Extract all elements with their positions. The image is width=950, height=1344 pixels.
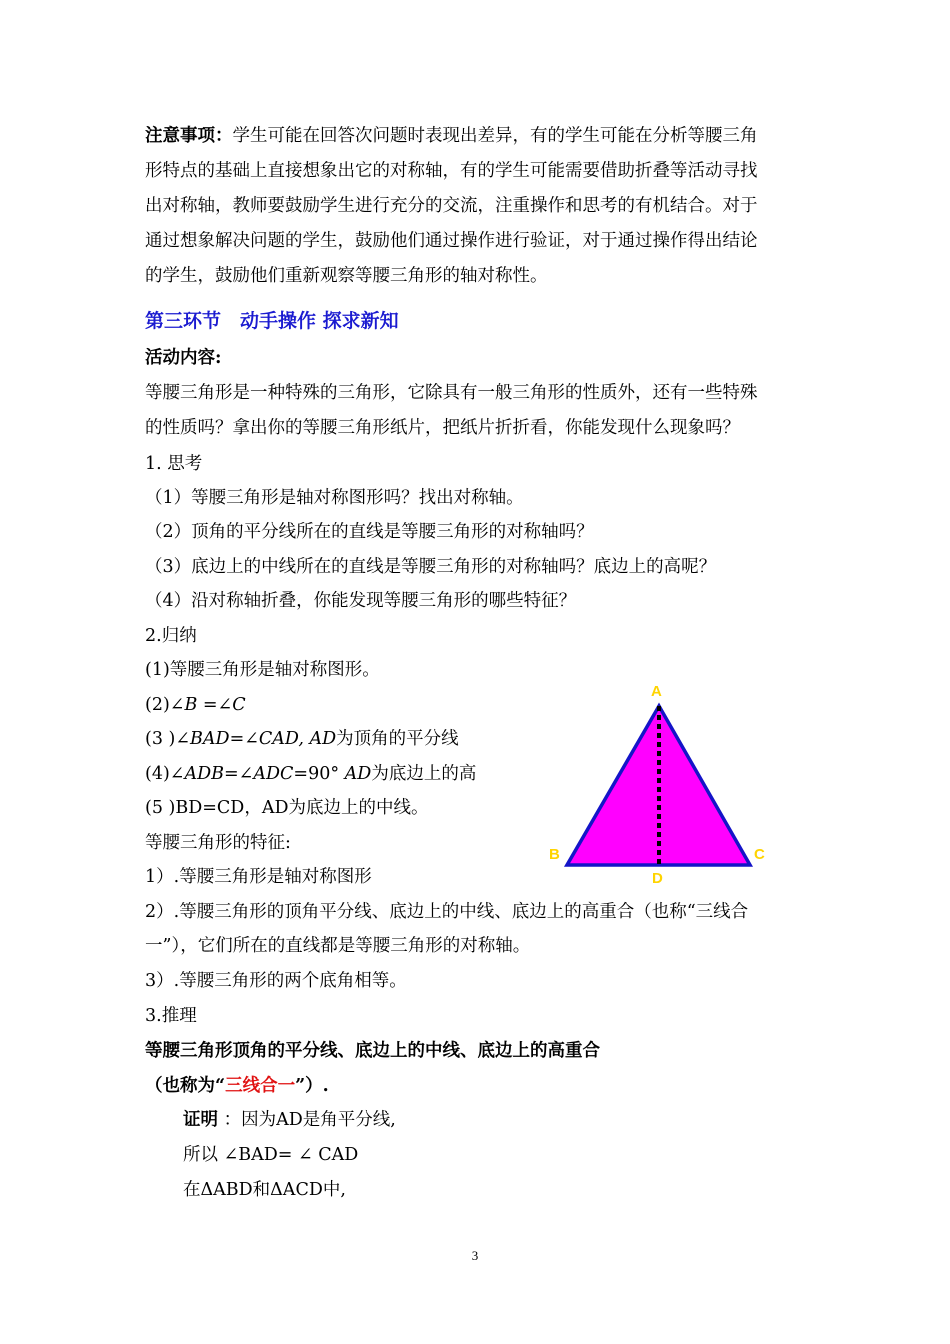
note-line-3: 出对称轴，教师要鼓励学生进行充分的交流，注重操作和思考的有机结合。对于 bbox=[145, 196, 758, 216]
three-lines-highlight: 三线合一 bbox=[225, 1076, 296, 1096]
summary-item-2: (2)∠B =∠C bbox=[145, 695, 246, 715]
note-line-4: 通过想象解决问题的学生，鼓励他们通过操作进行验证，对于通过操作得出结论 bbox=[145, 231, 758, 251]
think-title: 1. 思考 bbox=[145, 454, 203, 474]
feature-item-3: 3）.等腰三角形的两个底角相等。 bbox=[145, 971, 407, 991]
proof-label: 证明 bbox=[183, 1110, 218, 1130]
feature-item-2: 2）.等腰三角形的顶角平分线、底边上的中线、底边上的高重合（也称“三线合 bbox=[145, 902, 749, 922]
think-item-2: （2）顶角的平分线所在的直线是等腰三角形的对称轴吗？ bbox=[145, 522, 594, 542]
proof-line-1: 证明 ：因为AD是角平分线, bbox=[183, 1110, 396, 1130]
summary-item-4: (4)∠ADB=∠ADC=90° AD为底边上的高 bbox=[145, 764, 477, 784]
vertex-label-a: A bbox=[651, 683, 662, 700]
reasoning-parenthetical: （也称为“三线合一”）. bbox=[145, 1076, 329, 1096]
vertex-label-c: C bbox=[754, 846, 765, 863]
vertex-label-b: B bbox=[549, 846, 560, 863]
section-heading: 第三环节 动手操作 探求新知 bbox=[145, 310, 399, 332]
feature-item-2-cont: 一”），它们所在的直线都是等腰三角形的对称轴。 bbox=[145, 936, 531, 956]
summary-item-3: (3 )∠BAD=∠CAD, AD为顶角的平分线 bbox=[145, 729, 459, 749]
reasoning-statement: 等腰三角形顶角的平分线、底边上的中线、底边上的高重合 bbox=[145, 1041, 600, 1061]
proof-line-3: 在ΔABD和ΔACD中, bbox=[183, 1180, 346, 1200]
feature-item-1: 1）.等腰三角形是轴对称图形 bbox=[145, 867, 372, 887]
summary-item-5: (5 )BD=CD，AD为底边上的中线。 bbox=[145, 798, 429, 818]
note-line-1: 注意事项：学生可能在回答次问题时表现出差异，有的学生可能在分析等腰三角 bbox=[145, 126, 758, 146]
reasoning-title: 3.推理 bbox=[145, 1006, 197, 1026]
think-item-1: （1）等腰三角形是轴对称图形吗？找出对称轴。 bbox=[145, 488, 524, 508]
note-label: 注意事项： bbox=[145, 126, 233, 146]
features-title: 等腰三角形的特征: bbox=[145, 833, 291, 853]
activity-intro-1: 等腰三角形是一种特殊的三角形，它除具有一般三角形的性质外，还有一些特殊 bbox=[145, 383, 758, 403]
vertex-label-d: D bbox=[652, 870, 663, 886]
summary-title: 2.归纳 bbox=[145, 626, 197, 646]
think-item-4: （4）沿对称轴折叠，你能发现等腰三角形的哪些特征？ bbox=[145, 591, 577, 611]
isosceles-triangle-figure bbox=[540, 676, 780, 886]
note-line-2: 形特点的基础上直接想象出它的对称轴，有的学生可能需要借助折叠等活动寻找 bbox=[145, 161, 758, 181]
activity-label: 活动内容: bbox=[145, 348, 222, 368]
note-line-5: 的学生，鼓励他们重新观察等腰三角形的轴对称性。 bbox=[145, 266, 548, 286]
think-item-3: （3）底边上的中线所在的直线是等腰三角形的对称轴吗？底边上的高呢？ bbox=[145, 557, 717, 577]
page-number: 3 bbox=[471, 1248, 479, 1263]
summary-item-1: (1)等腰三角形是轴对称图形。 bbox=[145, 660, 380, 680]
proof-line-2: 所以 ∠BAD= ∠ CAD bbox=[183, 1145, 359, 1165]
activity-intro-2: 的性质吗？拿出你的等腰三角形纸片，把纸片折折看，你能发现什么现象吗？ bbox=[145, 418, 740, 438]
